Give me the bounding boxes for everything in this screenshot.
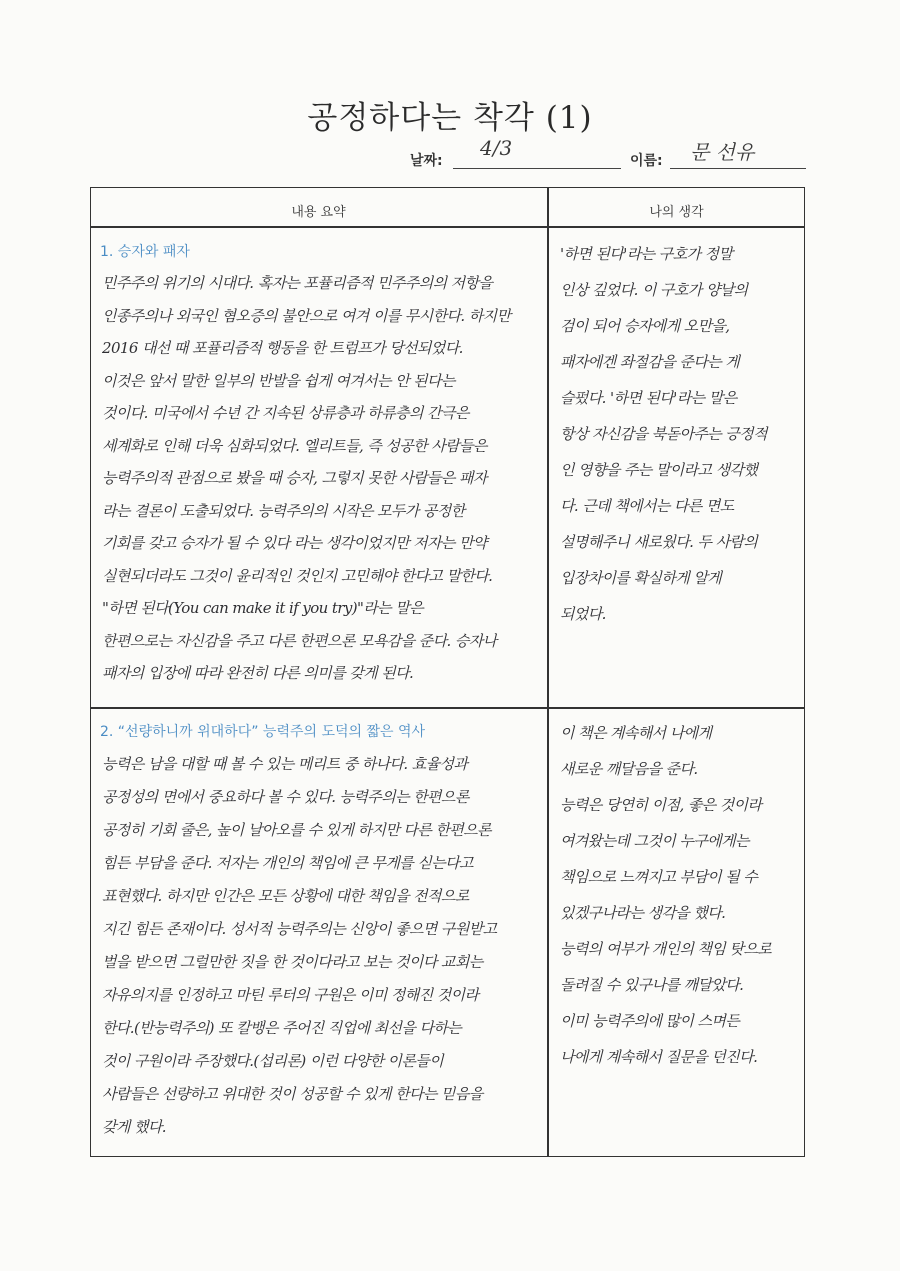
section1-thought-line: 다. 근데 책에서는 다른 면도	[560, 497, 734, 515]
section1-summary-line: 능력주의적 관점으로 봤을 때 승자, 그렇지 못한 사람들은 패자	[102, 469, 487, 487]
section1-thought-line: 패자에겐 좌절감을 준다는 게	[560, 353, 740, 371]
section1-summary-line: "하면 된다(You can make it if you try)"라는 말은	[102, 599, 424, 617]
section1-summary-line: 라는 결론이 도출되었다. 능력주의의 시작은 모두가 공정한	[102, 501, 465, 520]
name-underline	[670, 168, 806, 169]
date-underline	[453, 168, 621, 169]
section2-thought-line: 능력은 당연히 이점, 좋은 것이라	[560, 796, 762, 814]
section-divider	[90, 707, 805, 709]
section2-thought-line: 새로운 깨달음을 준다.	[560, 760, 698, 778]
section1-thought-line: 입장차이를 확실하게 알게	[560, 569, 722, 587]
section1-summary-line: 2016 대선 때 포퓰리즘적 행동을 한 트럼프가 당선되었다.	[102, 339, 463, 357]
section1-summary-line: 세계화로 인해 더욱 심화되었다. 엘리트들, 즉 성공한 사람들은	[102, 436, 487, 455]
section1-summary-line: 한편으로는 자신감을 주고 다른 한편으론 모욕감을 준다. 승자나	[102, 631, 497, 650]
header-divider	[90, 226, 805, 228]
section2-summary-line: 것이 구원이라 주장했다.(섭리론) 이런 다양한 이론들이	[102, 1052, 444, 1070]
section1-thought-line: 슬펐다. '하면 된다'라는 말은	[560, 389, 737, 407]
section1-thought-line: 인상 깊었다. 이 구호가 양날의	[560, 281, 748, 299]
section1-thought-line: 인 영향을 주는 말이라고 생각했	[560, 461, 758, 479]
section2-thought-line: 이 책은 계속해서 나에게	[560, 724, 712, 742]
section2-heading: 2. “선량하니까 위대하다” 능력주의 도덕의 짧은 역사	[100, 724, 426, 740]
section2-thought-line: 있겠구나라는 생각을 했다.	[560, 904, 726, 922]
section2-thought-line: 여겨왔는데 그것이 누구에게는	[560, 832, 749, 850]
column-header-summary: 내용 요약	[291, 205, 346, 220]
section2-summary-line: 공정성의 면에서 중요하다 볼 수 있다. 능력주의는 한편으론	[102, 788, 469, 806]
section2-thought-line: 책임으로 느껴지고 부담이 될 수	[560, 868, 758, 886]
section2-summary-line: 지긴 힘든 존재이다. 성서적 능력주의는 신앙이 좋으면 구원받고	[102, 920, 497, 938]
section1-summary-line: 것이다. 미국에서 수년 간 지속된 상류층과 하류층의 간극은	[102, 404, 469, 422]
page-title: 공정하다는 착각 (1)	[307, 100, 593, 136]
section2-thought-line: 나에게 계속해서 질문을 던진다.	[560, 1048, 758, 1066]
name-label: 이름:	[630, 153, 663, 169]
section2-summary-line: 사람들은 선량하고 위대한 것이 성공할 수 있게 한다는 믿음을	[102, 1085, 483, 1103]
section1-summary-line: 패자의 입장에 따라 완전히 다른 의미를 갖게 된다.	[102, 664, 414, 682]
section1-summary-line: 민주주의 위기의 시대다. 혹자는 포퓰리즘적 민주주의의 저항을	[102, 274, 493, 292]
section2-summary-line: 힘든 부담을 준다. 저자는 개인의 책임에 큰 무게를 싣는다고	[102, 854, 473, 872]
column-divider	[547, 187, 549, 1157]
section1-summary-line: 인종주의나 외국인 혐오증의 불안으로 여겨 이를 무시한다. 하지만	[102, 306, 511, 325]
section1-thought-line: 되었다.	[560, 605, 606, 623]
section2-summary-line: 한다.(반능력주의) 또 칼뱅은 주어진 직업에 최선을 다하는	[102, 1019, 462, 1037]
date-value: 4/3	[480, 136, 513, 160]
section2-thought-line: 돌려질 수 있구나를 깨달았다.	[560, 976, 744, 994]
section1-thought-line: 검이 되어 승자에게 오만을,	[560, 317, 730, 335]
section2-summary-line: 벌을 받으면 그럴만한 짓을 한 것이다라고 보는 것이다 교회는	[102, 953, 483, 971]
column-header-thoughts: 나의 생각	[649, 205, 704, 220]
section1-summary-line: 이것은 앞서 말한 일부의 반발을 쉽게 여겨서는 안 된다는	[102, 371, 455, 390]
section1-summary-line: 실현되더라도 그것이 윤리적인 것인지 고민해야 한다고 말한다.	[102, 566, 493, 585]
section2-summary-line: 능력은 남을 대할 때 볼 수 있는 메리트 중 하나다. 효율성과	[102, 755, 468, 773]
name-value: 문 선유	[690, 140, 755, 164]
section2-summary-line: 표현했다. 하지만 인간은 모든 상황에 대한 책임을 전적으로	[102, 887, 469, 905]
section2-thought-line: 능력의 여부가 개인의 책임 탓으로	[560, 940, 772, 958]
section1-heading: 1. 승자와 패자	[100, 244, 190, 260]
section1-summary-line: 기회를 갖고 승자가 될 수 있다 라는 생각이었지만 저자는 만약	[102, 534, 487, 552]
section1-thought-line: 항상 자신감을 북돋아주는 긍정적	[560, 425, 767, 443]
section2-summary-line: 자유의지를 인정하고 마틴 루터의 구원은 이미 정해진 것이라	[102, 986, 479, 1004]
section1-thought-line: '하면 된다'라는 구호가 정말	[560, 245, 733, 263]
date-label: 날짜:	[410, 153, 443, 169]
section1-thought-line: 설명해주니 새로웠다. 두 사람의	[560, 533, 758, 551]
section2-summary-line: 공정히 기회 줄은, 높이 날아오를 수 있게 하지만 다른 한편으론	[102, 821, 491, 839]
section2-thought-line: 이미 능력주의에 많이 스며든	[560, 1012, 740, 1030]
section2-summary-line: 갖게 했다.	[102, 1118, 166, 1136]
